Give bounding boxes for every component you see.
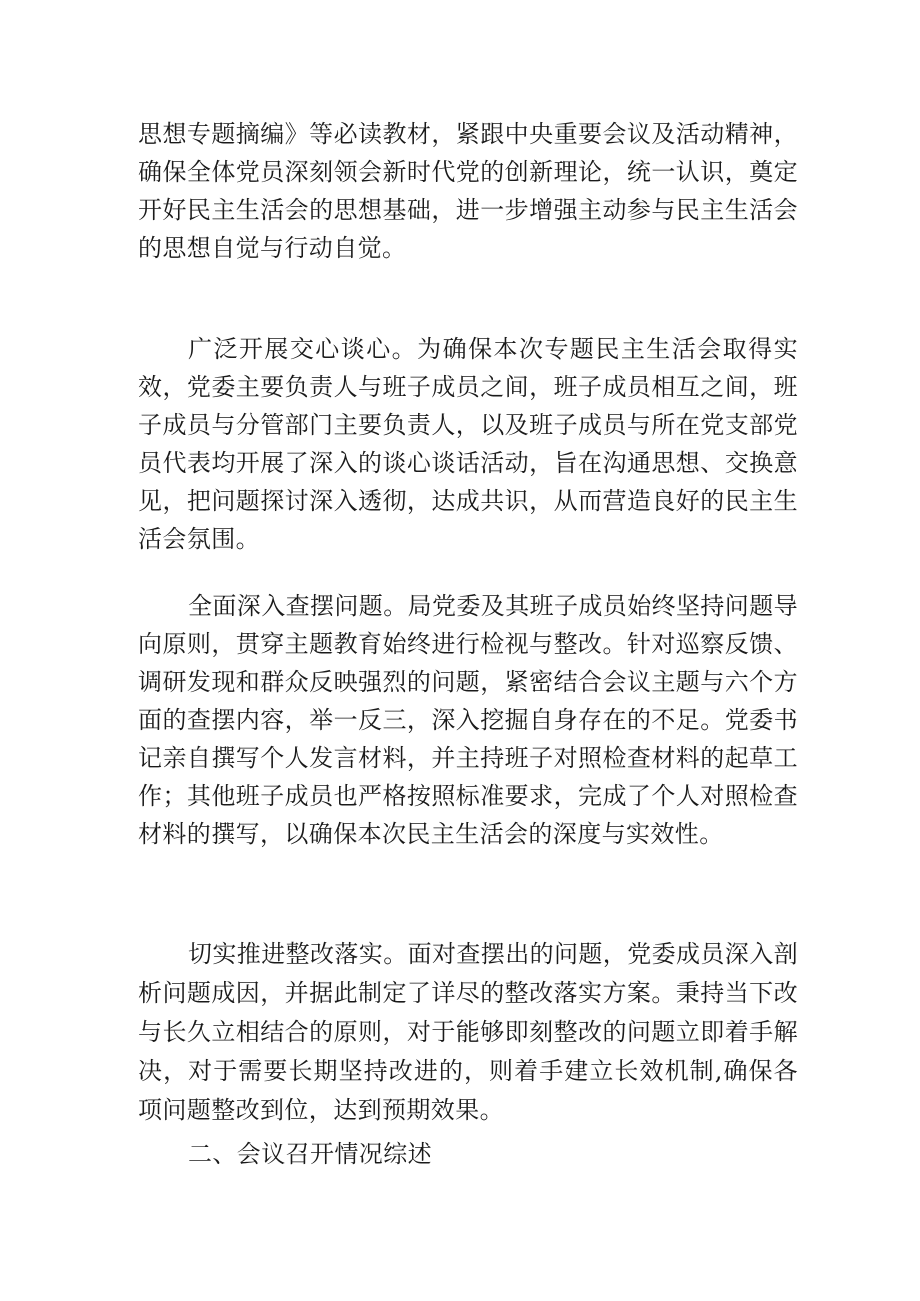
paragraph-rectification: 切实推进整改落实。面对查摆出的问题，党委成员深入剖析问题成因，并据此制定了详尽的整改落实方案。秉持当下改与长久立相结合的原则，对于能够即刻整改的问题立即着手解决，对于需要长期坚持改进的，则着手建立长效机制,确保各项问题整改到位，达到预期效果。	[138, 940, 798, 1124]
paragraph-continued-study: 思想专题摘编》等必读教材，紧跟中央重要会议及活动精神，确保全体党员深刻领会新时代党的创新理论，统一认识，奠定开好民主生活会的思想基础，进一步增强主动参与民主生活会的思想自觉与行动自觉。	[138, 120, 798, 262]
paragraph-problem-identification: 全面深入查摆问题。局党委及其班子成员始终坚持问题导向原则，贯穿主题教育始终进行检视与整改。针对巡察反馈、调研发现和群众反映强烈的问题，紧密结合会议主题与六个方面的查摆内容，举一反三，深入挖掘自身存在的不足。党委书记亲自撰写个人发言材料，并主持班子对照检查材料的起草工作；其他班子成员也严格按照标准要求，完成了个人对照检查材料的撰写，以确保本次民主生活会的深度与实效性。	[138, 592, 798, 848]
paragraph-heart-to-heart-talks: 广泛开展交心谈心。为确保本次专题民主生活会取得实效，党委主要负责人与班子成员之间，班子成员相互之间，班子成员与分管部门主要负责人，以及班子成员与所在党支部党员代表均开展了深入的谈心谈话活动，旨在沟通思想、交换意见，把问题探讨深入透彻，达成共识，从而营造良好的民主生活会氛围。	[138, 335, 798, 553]
section-heading: 二、会议召开情况综述	[188, 1140, 432, 1168]
